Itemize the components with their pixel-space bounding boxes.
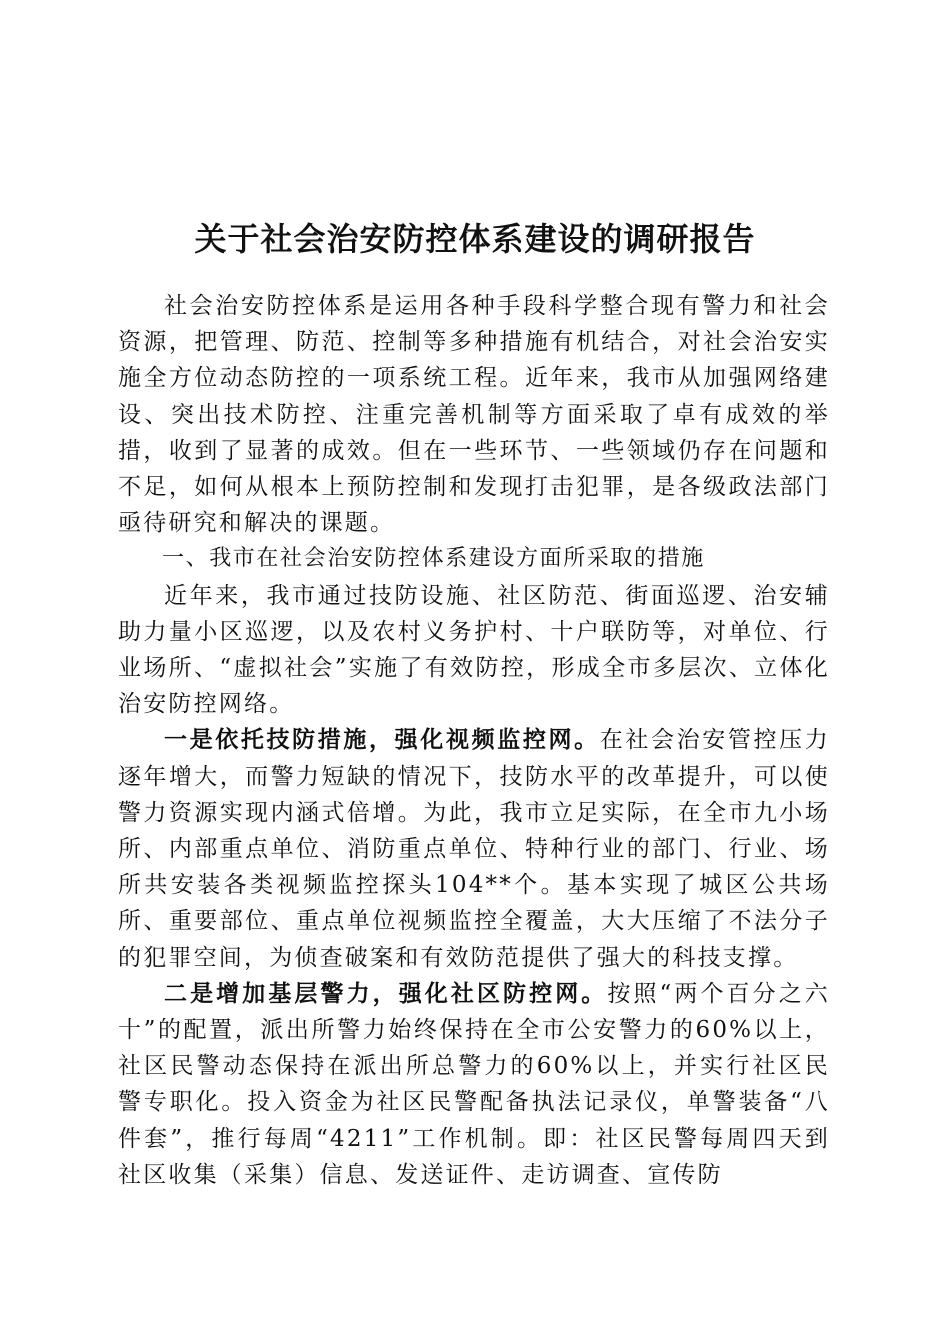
document-body <box>118 288 830 1193</box>
point-one-lead: 一是依托技防措施，强化视频监控网。 <box>164 726 600 754</box>
point-one-paragraph <box>118 722 830 975</box>
point-two-paragraph <box>118 976 830 1193</box>
point-one-text: 在社会治安管控压力逐年增大，而警力短缺的情况下，技防水平的改革提升，可以使警力资源实现内涵式倍增。为此，我市立足实际，在全市九小场所、内部重点单位、消防重点单位、特种行业的部门、行业、场所共安装各类视频监控探头104**个。基本实现了城区公共场所、重要部位、重点单位视频监控全覆盖，大大压缩了不法分子的犯罪空间，为侦查破案和有效防范提供了强大的科技支撑。 <box>118 727 830 971</box>
point-two-text: 按照“两个百分之六十”的配置，派出所警力始终保持在全市公安警力的60%以上，社区民警动态保持在派出所总警力的60%以上，并实行社区民警专职化。投入资金为社区民警配备执法记录仪，单警装备“八件套”，推行每周“4211”工作机制。即：社区民警每周四天到社区收集（采集）信息、发送证件、走访调查、宣传防 <box>118 980 830 1188</box>
section-overview-paragraph: 近年来，我市通过技防设施、社区防范、街面巡逻、治安辅助力量小区巡逻，以及农村义务护村、十户联防等，对单位、行业场所、“虚拟社会”实施了有效防控，形成全市多层次、立体化治安防控网络。 <box>118 582 830 718</box>
section-heading: 一、我市在社会治安防控体系建设方面所采取的措施 <box>162 546 705 572</box>
point-two-lead: 二是增加基层警力，强化社区防控网。 <box>164 979 608 1007</box>
document-title: 关于社会治安防控体系建设的调研报告 <box>194 220 756 259</box>
intro-paragraph: 社会治安防控体系是运用各种手段科学整合现有警力和社会资源，把管理、防范、控制等多种措施有机结合，对社会治安实施全方位动态防控的一项系统工程。近年来，我市从加强网络建设、突出技术防控、注重完善机制等方面采取了卓有成效的举措，收到了显著的成效。但在一些环节、一些领域仍存在问题和不足，如何从根本上预防控制和发现打击犯罪，是各级政法部门亟待研究和解决的课题。 <box>118 293 830 537</box>
